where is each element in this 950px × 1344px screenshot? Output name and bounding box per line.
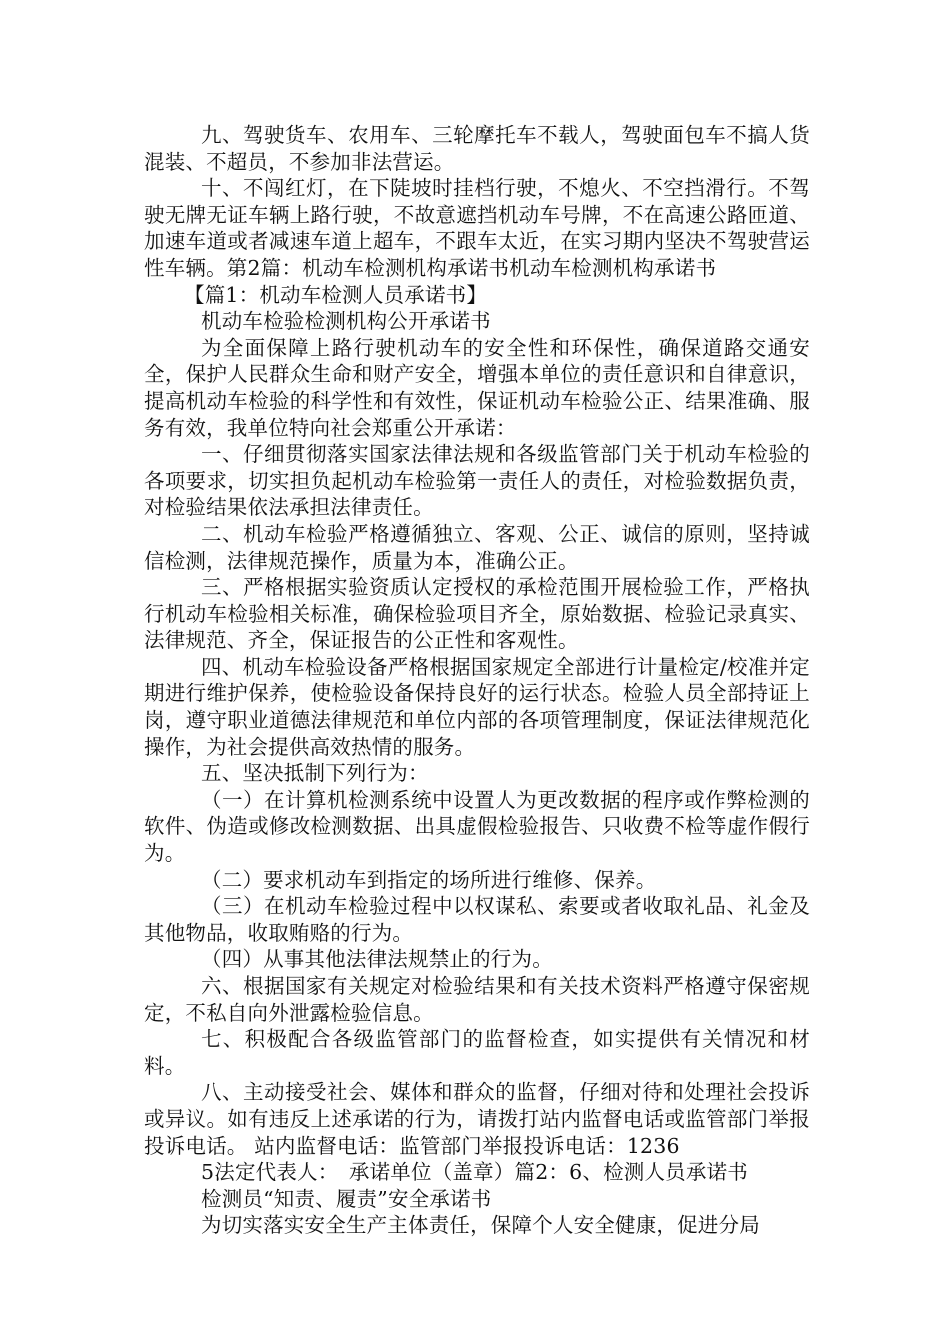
- paragraph-preamble: 为全面保障上路行驶机动车的安全性和环保性，确保道路交通安全，保护人民群众生命和财产安全，增强本单位的责任意识和自律意识，提高机动车检验的科学性和有效性，保证机动车检验公正、结果准确、服务有效，我单位特向社会郑重公开承诺：: [144, 335, 810, 440]
- paragraph-2: 十、不闯红灯，在下陡坡时挂档行驶，不熄火、不空挡滑行。不驾驶无牌无证车辆上路行驶，不故意遮挡机动车号牌，不在高速公路匝道、加速车道或者减速车道上超车，不跟车太近，在实习期内坚决不驾驶营运性车辆。第2篇：机动车检测机构承诺书机动车检测机构承诺书: [144, 176, 810, 280]
- commitment-6: 六、根据国家有关规定对检验结果和有关技术资料严格遵守保密规定，不私自向外泄露检验信息。: [144, 974, 810, 1025]
- second-document-title: 检测员“知责、履责”安全承诺书: [201, 1186, 492, 1211]
- commitment-5: 五、坚决抵制下列行为：: [201, 761, 429, 786]
- commitment-3: 三、严格根据实验资质认定授权的承检范围开展检验工作，严格执行机动车检验相关标准，确保检验项目齐全，原始数据、检验记录真实、法律规范、齐全，保证报告的公正性和客观性。: [144, 575, 810, 653]
- section-heading: 【篇1：机动车检测人员承诺书】: [184, 282, 488, 307]
- commitment-7: 七、积极配合各级监管部门的监督检查，如实提供有关情况和材料。: [144, 1027, 810, 1078]
- sub-item-4: （四）从事其他法律法规禁止的行为。: [201, 947, 553, 972]
- signature-line: 5法定代表人： 承诺单位（盖章）篇2：6、检测人员承诺书: [201, 1160, 748, 1185]
- sub-item-1: （一）在计算机检测系统中设置人为更改数据的程序或作弊检测的软件、伪造或修改检测数据、出具虚假检验报告、只收费不检等虚作假行为。: [144, 787, 810, 866]
- commitment-8: 八、主动接受社会、媒体和群众的监督，仔细对待和处理社会投诉或异议。如有违反上述承诺的行为，请拨打站内监督电话或监管部门举报投诉电话。 站内监督电话：监管部门举报投诉电话：1236: [144, 1080, 810, 1158]
- sub-item-2: （二）要求机动车到指定的场所进行维修、保养。: [201, 867, 657, 892]
- commitment-2: 二、机动车检验严格遵循独立、客观、公正、诚信的原则，坚持诚信检测，法律规范操作，质量为本，准确公正。: [144, 521, 810, 573]
- document-page: [144, 122, 810, 1239]
- paragraph-1: 九、驾驶货车、农用车、三轮摩托车不载人，驾驶面包车不搞人货混装、不超员，不参加非法营运。: [144, 123, 810, 174]
- commitment-4: 四、机动车检验设备严格根据国家规定全部进行计量检定/校准并定期进行维护保养，使检验设备保持良好的运行状态。检验人员全部持证上岗，遵守职业道德法律规范和单位内部的各项管理制度，保证法律规范化操作，为社会提供高效热情的服务。: [144, 654, 810, 759]
- second-document-intro: 为切实落实安全生产主体责任，保障个人安全健康，促进分局: [201, 1213, 760, 1238]
- document-title: 机动车检验检测机构公开承诺书: [201, 309, 491, 334]
- sub-item-3: （三）在机动车检验过程中以权谋私、索要或者收取礼品、礼金及其他物品，收取贿赂的行为。: [144, 894, 810, 945]
- commitment-1: 一、仔细贯彻落实国家法律法规和各级监管部门关于机动车检验的各项要求，切实担负起机动车检验第一责任人的责任，对检验数据负责，对检验结果依法承担法律责任。: [144, 442, 810, 520]
